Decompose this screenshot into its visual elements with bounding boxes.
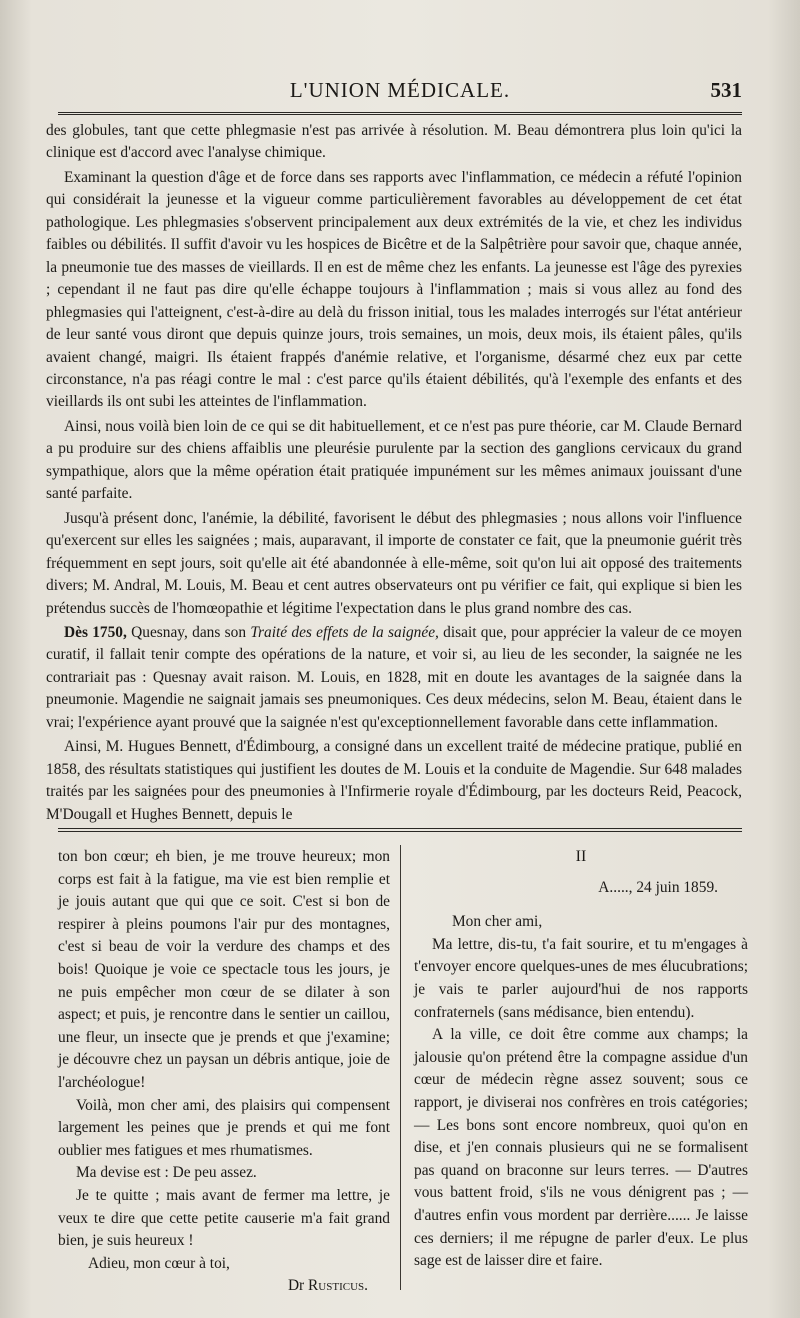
paragraph: Je te quitte ; mais avant de fermer ma lettre, je veux te dire que cette petite causerie m'a fait grand bien, je suis heureux ! [58,1186,390,1250]
sign-off: Adieu, mon cœur à toi, [88,1254,230,1272]
paragraph: Ainsi, M. Hugues Bennett, d'Édimbourg, a consigné dans un excellent traité de médecine pratique, publié en 1858, des résultats statistiques qui justifient les doutes de M. Louis et la conduite de Magendie. Sur 648 malades traités par les saignées pour des pneumonies à l'Infirmerie royale d'Édimbourg, par les docteurs Reid, Peacock, M'Dougall et Hughes Bennett, depuis le [46,738,742,823]
paragraph: A la ville, ce doit être comme aux champs; la jalousie qu'on prétend être la compagne assidue d'un cœur de médecin règne assez souvent; sous ce rapport, je diviserai nos confrères en trois catégories; — Les bons sont encore nombreux, quoi qu'on en dise, et j'en connais plusieurs qui ne se formalisent pas quand on braconne sur leurs terres. — D'autres vous battent froid, s'ils ne vous dénigrent pas ; — d'autres enfin vous mordent par derrière...... Je laisse ces derniers; il me répugne de parler d'eux. Le plus sage est de laisser dire et faire. [414,1026,748,1270]
motto: Ma devise est : De peu assez. [76,1164,257,1182]
header-rule [58,112,742,115]
main-article [46,120,742,826]
section-numeral: II [575,848,587,865]
signature [58,1275,390,1298]
column-divider [400,845,401,1290]
paragraph: ton bon cœur; eh bien, je me trouve heureux; mon corps est fait à la fatigue, ma vie est bien remplie et je jouis autant que qui que ce soit. C'est si bon de respirer à pleins poumons l'air pur des montagnes, c'est si beau de voir la verdure des champs et des bois! Quoique je voie ce spectacle tous les jours, je ne puis empêcher mon cœur de se dilater à son aspect; et puis, je rencontre dans le sentier un caillou, une fleur, un insecte que je prends et que j'examine; je découvre chez un paysan un débris antique, joie de l'archéologue! [58,848,390,1091]
dateline: A....., 24 juin 1859. [598,878,718,896]
paragraph: Voilà, mon cher ami, des plaisirs qui compensent largement les peines que je prends et qui me font oublier mes fatigues et mes rhumatismes. [58,1096,390,1159]
paragraph: des globules, tant que cette phlegmasie n'est pas arrivée à résolution. M. Beau démontrera plus loin qu'ici la clinique est d'accord avec l'analyse chimique. [46,122,742,162]
page-header [58,78,742,104]
book-title: Traité des effets de la saignée, [250,623,439,641]
feuilleton-right-column [414,846,748,1273]
running-title: L'UNION MÉDICALE. [289,78,511,102]
signature-name: Rusticus. [308,1277,368,1295]
salutation: Mon cher ami, [452,913,543,931]
paragraph: Ma lettre, dis-tu, t'a fait sourire, et tu m'engages à t'envoyer encore quelques-unes de mes élucubrations; je vais te parler aujourd'hui de nos rapports confraternels (sans médisance, bien entendu). [414,935,748,1021]
page-number: 531 [710,78,742,102]
year-label: Dès 1750, [64,623,127,641]
paragraph-quesnay [46,622,742,734]
paragraph: Jusqu'à présent donc, l'anémie, la débilité, favorisent le début des phlegmasies ; nous allons voir l'influence qu'exercent sur elles les saignées ; mais, auparavant, il importe de constater ce fait, que la pneumonie guérit très fréquemment en sept jours, soit qu'elle ait été abandonnée à elle-même, soit qu'on lui ait opposé des traitements divers; M. Andral, M. Louis, M. Beau et cent autres observateurs ont pu vérifier ce fait, qui explique si bien les prétendus succès de l'homœopathie et légitime l'expectation dans le plus grand nombre des cas. [46,509,742,617]
signature-title: Dr [287,1277,309,1295]
feuilleton-rule [58,828,742,832]
paragraph: Examinant la question d'âge et de force dans ses rapports avec l'inflammation, ce médecin a réfuté l'opinion qui considérait la jeunesse et la vigueur comme particulièrement favorables au développement de cet état pathologique. Les phlegmasies s'observent principalement aux deux extrémités de la vie, et chez les individus faibles ou débilités. Il suffit d'avoir vu les hospices de Bicêtre et de la Salpêtrière pour savoir que, chaque année, la pneumonie tue des masses de vieillards. Il en est de même chez les enfants. La jeunesse est l'âge des pyrexies ; cependant il ne faut pas dire qu'elle échappe toujours à l'inflammation ; mais si vous allez au fond des phlegmasies qui l'atteignent, c'est-à-dire au delà du frisson initial, tous les malades interrogés sur l'état antérieur de leur santé vous diront que depuis quinze jours, trois semaines, un mois, deux mois, ils étaient pâles, qu'ils avaient changé, maigri. Ils étaient frappés d'anémie relative, et l'organisme, désarmé chez eux par cette circonstance, n'a pas réagi contre le mal : c'est parce qu'ils étaient débilités, qu'à l'exemple des enfants et des vieillards ils ont subi les atteintes de l'inflammation. [46,168,742,411]
text-run: Quesnay, dans son [126,623,251,641]
paragraph: Ainsi, nous voilà bien loin de ce qui se dit habituellement, et ce n'est pas pure théorie, car M. Claude Bernard a pu produire sur des chiens affaiblis une pleurésie purulente par la section des ganglions cervicaux du grand sympathique, alors que la même opération était pratiquée impunément sur les mêmes animaux jouissant d'une santé parfaite. [46,417,742,503]
text-run: disait que, pour apprécier la valeur de ce moyen curatif, il fallait tenir compte des opérations de la nature, et voir si, au lieu de les seconder, la saignée ne les contrariait pas : Quesnay avait raison. M. Louis, en 1828, mit en doute les avantages de la saignée dans la pneumonie. Magendie ne saignait jamais ses pneumoniques. Ces deux médecins, selon M. Beau, étaient dans le vrai; l'expérience ayant prouvé que la saignée n'est qu'exceptionnellement favorable dans cette inflammation. [46,623,742,731]
feuilleton-left-column [58,846,390,1298]
